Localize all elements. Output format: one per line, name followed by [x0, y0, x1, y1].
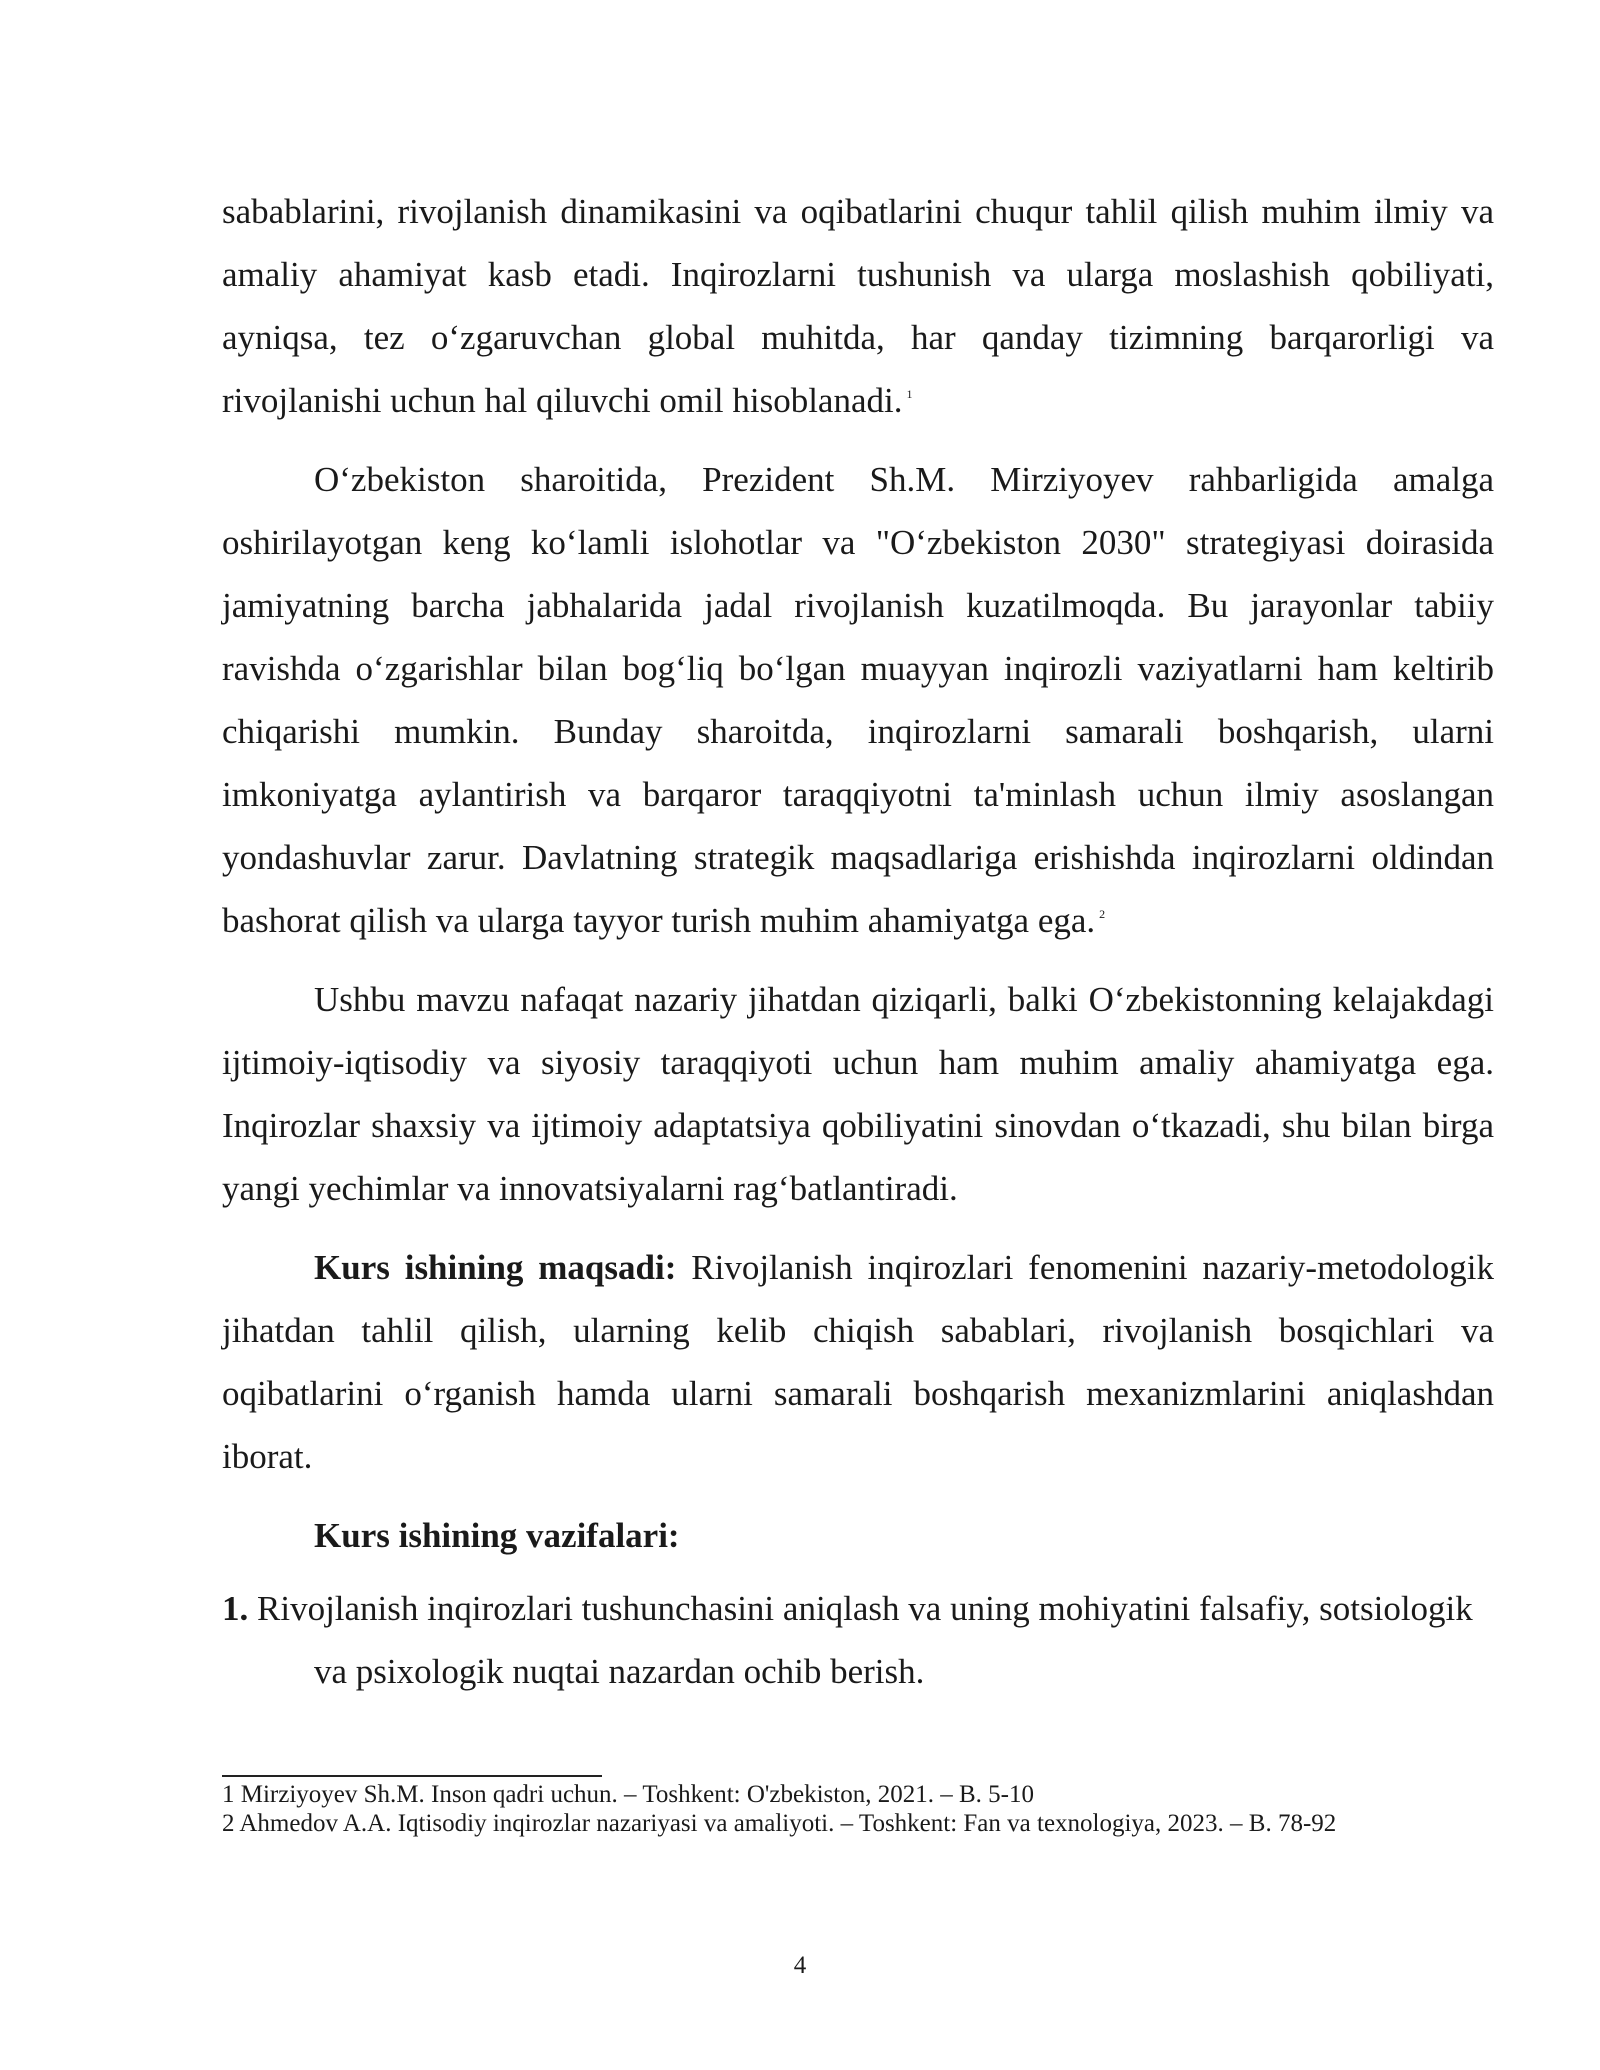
paragraph-3: Ushbu mavzu nafaqat nazariy jihatdan qiziqarli, balki O‘zbekistonning kelajakdagi ijtimoiy-iqtisodiy va siyosiy taraqqiyoti uchun ham muhim amaliy ahamiyatga ega. Inqirozlar shaxsiy va ijtimoiy adaptatsiya qobiliyatini sinovdan o‘tkazadi, shu bilan birga yangi yechimlar va innovatsiyalarni rag‘batlantiradi. — [222, 980, 1494, 1208]
list-item-text: Rivojlanish inqirozlari tushunchasini aniqlash va uning mohiyatini falsafiy, sotsiologik va psixologik nuqtai nazardan ochib berish. — [257, 1589, 1473, 1691]
goal-text: Rivojlanish inqirozlari fenomenini nazariy-metodologik jihatdan tahlil qilish, ularning kelib chiqish sabablari, rivojlanish bosqichlari va oqibatlarini o‘rganish hamda ularni samarali boshqarish mexanizmlarini aniqlashdan iborat. — [222, 1248, 1495, 1476]
footnote-ref-1[interactable]: 1 — [906, 387, 913, 401]
list-item — [222, 1577, 1494, 1703]
list-item-number: 1. — [222, 1589, 249, 1628]
footnote-1: 1 Mirziyoyev Sh.M. Inson qadri uchun. – Toshkent: O'zbekiston, 2021. – B. 5-10 — [222, 1781, 1034, 1808]
footnotes — [222, 1780, 1492, 1838]
goal-label: Kurs ishining maqsadi: — [314, 1248, 677, 1287]
paragraph-goal — [222, 1236, 1494, 1488]
footnote-2: 2 Ahmedov A.A. Iqtisodiy inqirozlar nazariyasi va amaliyoti. – Toshkent: Fan va texnologiya, 2023. – B. 78-92 — [222, 1810, 1337, 1837]
page-number: 4 — [793, 1952, 807, 1979]
tasks-heading: Kurs ishining vazifalari: — [314, 1516, 680, 1555]
paragraph-1-text: sabablarini, rivojlanish dinamikasini va oqibatlarini chuqur tahlil qilish muhim ilmiy va amaliy ahamiyat kasb etadi. Inqirozlarni tushunish va ularga moslashish qobiliyati, ayniqsa, tez o‘zgaruvchan global muhitda, har qanday tizimning barqarorligi va rivojlanishi uchun hal qiluvchi omil hisoblanadi. — [222, 192, 1494, 420]
paragraph-2 — [222, 448, 1494, 952]
page-body — [222, 180, 1494, 1703]
paragraph-1 — [222, 180, 1494, 432]
footnote-ref-2[interactable]: 2 — [1099, 907, 1106, 921]
paragraph-2-text: O‘zbekiston sharoitida, Prezident Sh.M. Mirziyoyev rahbarligida amalga oshirilayotgan keng ko‘lamli islohotlar va "O‘zbekiston 2030" strategiyasi doirasida jamiyatning barcha jabhalarida jadal rivojlanish kuzatilmoqda. Bu jarayonlar tabiiy ravishda o‘zgarishlar bilan bog‘liq bo‘lgan muayyan inqirozli vaziyatlarni ham keltirib chiqarishi mumkin. Bunday sharoitda, inqirozlarni samarali boshqarish, ularni imkoniyatga aylantirish va barqaror taraqqiyotni ta'minlash uchun ilmiy asoslangan yondashuvlar zarur. Davlatning strategik maqsadlariga erishishda inqirozlarni oldindan bashorat qilish va ularga tayyor turish muhim ahamiyatga ega. — [222, 460, 1494, 940]
footnote-separator — [222, 1775, 602, 1777]
